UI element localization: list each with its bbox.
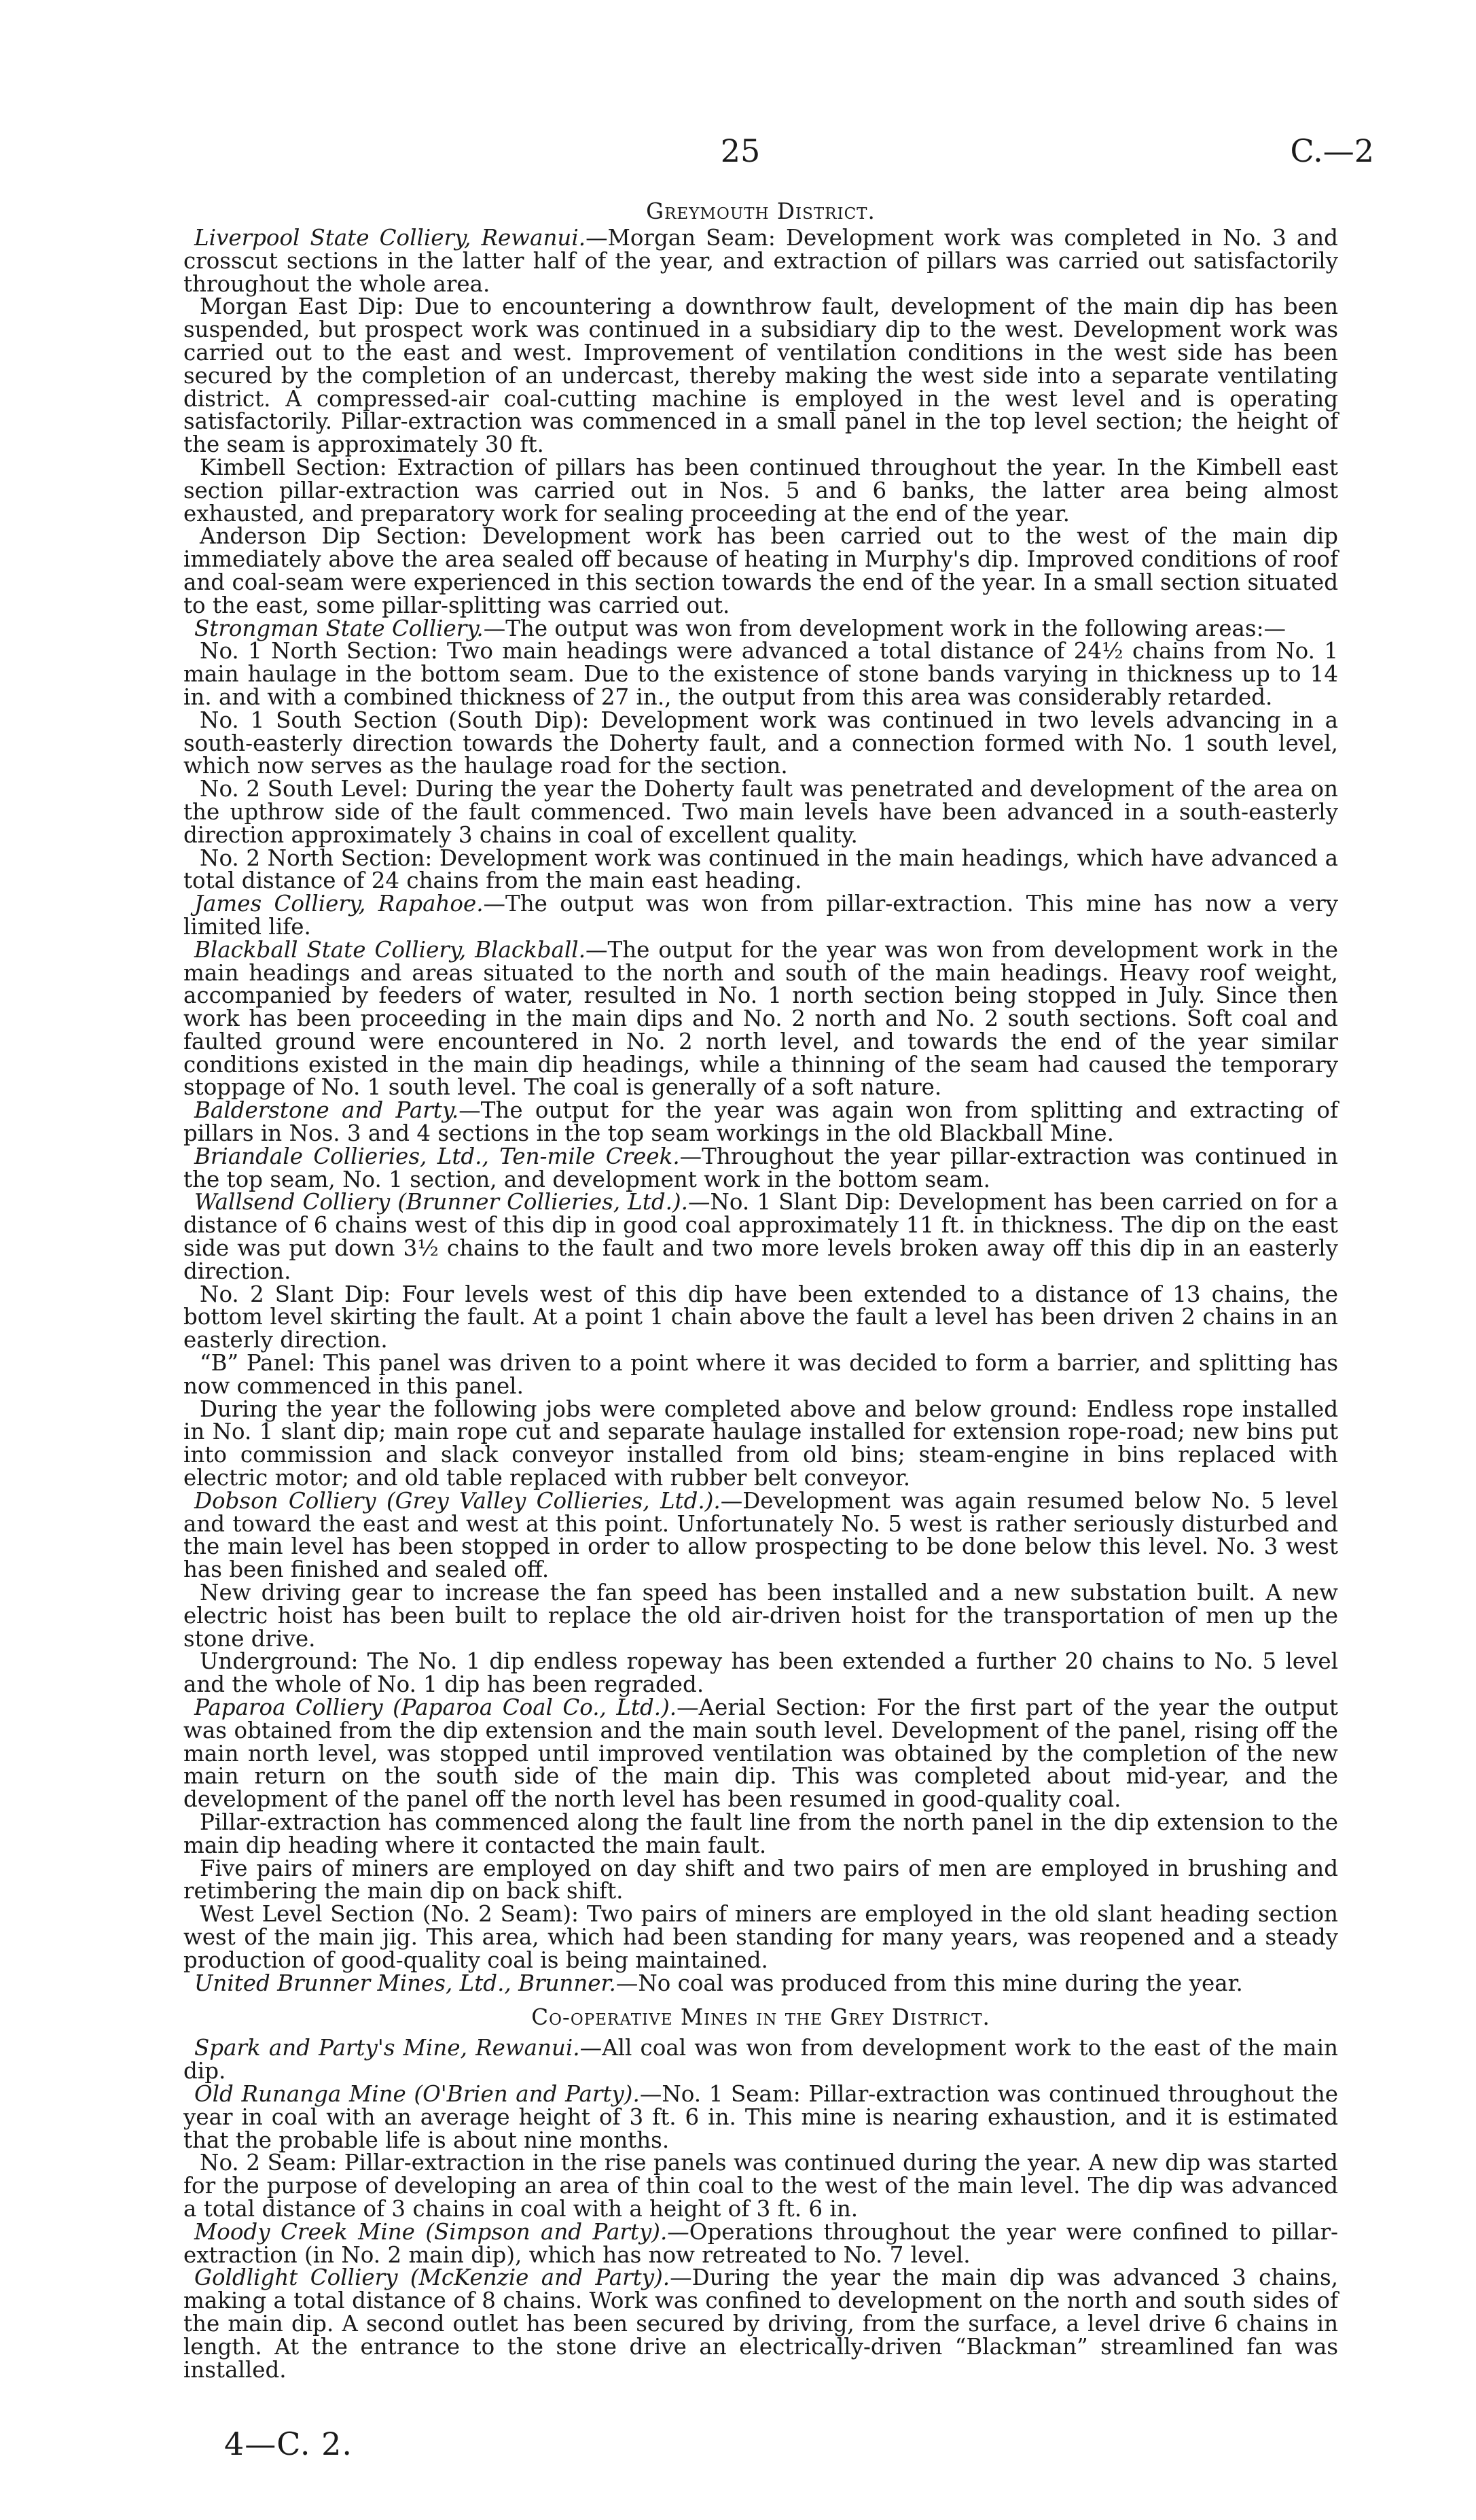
paragraph-lead: United Brunner Mines, Ltd., Brunner. — [194, 1970, 616, 1996]
paragraph-text: —No. 1 Seam: Pillar-extraction was continued throughout the year in coal with an average height of 3 ft. 6 in. This mine is nearing exhaustion, and it is estimated that the probable life is about nine months. — [183, 2080, 1338, 2153]
paragraph — [183, 454, 1338, 527]
paragraph — [183, 778, 1338, 847]
paragraph-lead: Moody Creek Mine (Simpson and Party). — [194, 2218, 668, 2245]
paragraph-text: —All coal was won from development work to the east of the main dip. — [183, 2035, 1338, 2084]
paragraph-text: —During the year the main dip was advanced 3 chains, making a total distance of 8 chains. Work was confined to development on the north and south sides of the main dip. A second outlet has been secured by driving, from the surface, a level drive 6 chains in length. At the entrance to the stone drive an electrically-driven “Blackman” streamlined fan was installed. — [183, 2265, 1338, 2383]
paragraph-lead: Spark and Party's Mine, Rewanui. — [194, 2035, 580, 2061]
paragraph — [183, 1694, 1338, 1813]
paragraph — [183, 1972, 1338, 1995]
paragraph-lead: Dobson Colliery (Grey Valley Collieries, Ltd.). — [194, 1487, 721, 1514]
paragraph — [183, 847, 1338, 893]
paragraph-text: Pillar-extraction has commenced along the fault line from the north panel in the dip extension to the main dip heading where it contacted the main fault. — [183, 1809, 1338, 1858]
paragraph-lead: Goldlight Colliery (McKenzie and Party). — [194, 2265, 670, 2291]
section-heading-greymouth: Greymouth District. — [646, 198, 876, 224]
paragraph-text: New driving gear to increase the fan speed has been installed and a new substation built. A new electric hoist has been built to replace the old air-driven hoist for the transportation of men up the stone drive. — [183, 1580, 1338, 1652]
cooperative-paragraphs — [183, 2037, 1338, 2381]
paragraph-text: No. 2 South Level: During the year the Doherty fault was penetrated and development of the area on the upthrow side of the fault commenced. Two main levels have been advanced in a south-easterly direction approximately 3 chains in coal of excellent quality. — [183, 776, 1338, 848]
paragraph-text: —The output was won from development work in the following areas:— — [483, 615, 1286, 641]
paragraph-lead: Balderstone and Party. — [194, 1097, 459, 1124]
paragraph — [183, 709, 1338, 778]
paragraph-text: No. 1 North Section: Two main headings were advanced a total distance of 24½ chains from No. 1 main haulage in the bottom seam. Due to the existence of stone bands varying in thickness up to 14 in. and with a combined thickness of 27 in., the output from this area was considerably retarded. — [183, 638, 1338, 710]
paragraph-text: No. 1 South Section (South Dip): Development work was continued in two levels advancing in a south-easterly direction towards the Doherty fault, and a connection formed with No. 1 south level, which now serves as the haulage road for the section. — [183, 707, 1338, 779]
paragraph — [183, 1811, 1338, 1858]
paragraph — [183, 1398, 1338, 1490]
paragraph-text: No. 2 Slant Dip: Four levels west of this dip have been extended to a distance of 13 chains, the bottom level skirting the fault. At a point 1 chain above the fault a level has been driven 2 chains in an easterly direction. — [183, 1281, 1338, 1353]
paragraph — [183, 893, 1338, 939]
paragraph-lead: Strongman State Colliery. — [194, 615, 484, 641]
page-number: 25 — [720, 132, 761, 169]
greymouth-paragraphs — [183, 227, 1338, 1995]
paragraph-text: Anderson Dip Section: Development work has been carried out to the west of the main dip immediately above the area sealed off because of heating in Murphy's dip. Improved conditions of roof and coal-seam were experienced in this section towards the end of the year. In a small section situated to the east, some pillar-splitting was carried out. — [183, 523, 1338, 618]
paragraph — [183, 227, 1338, 296]
paragraph — [183, 1099, 1338, 1146]
paragraph-text: —Operations throughout the year were confined to pillar-extraction (in No. 2 main dip), which has now retreated to No. 7 level. — [183, 2218, 1338, 2268]
paragraph-text: —Morgan Seam: Development work was completed in No. 3 and crosscut sections in the latter half of the year, and extraction of pillars was carried out satisfactorily throughout the whole area. — [183, 225, 1338, 297]
paragraph — [183, 2218, 1338, 2268]
paragraph — [183, 2267, 1338, 2381]
paragraph — [183, 1650, 1338, 1697]
page-code: C.—2 — [1290, 132, 1374, 169]
paragraph — [183, 2080, 1338, 2153]
paragraph — [183, 525, 1338, 617]
page-footer: 4—C. 2. — [224, 2426, 353, 2462]
paragraph — [183, 2037, 1338, 2083]
paragraph-text: West Level Section (No. 2 Seam): Two pairs of miners are employed in the old slant heading section west of the main jig. This area, which had been standing for many years, was reopened and a steady production of good-quality coal is being maintained. — [183, 1901, 1338, 1973]
paragraph-lead: James Colliery, Rapahoe. — [194, 891, 484, 917]
paragraph — [183, 1283, 1338, 1352]
paragraph — [183, 296, 1338, 457]
paragraph-text: Underground: The No. 1 dip endless ropeway has been extended a further 20 chains to No. 5 level and the whole of No. 1 dip has been regraded. — [183, 1648, 1338, 1698]
paragraph-text: —Development was again resumed below No. 5 level and toward the east and west at this point. Unfortunately No. 5 west is rather seriously disturbed and the main level has been stopped in order to allow prospecting to be done below this level. No. 3 west has been finished and sealed off. — [183, 1487, 1338, 1583]
paragraph-text: During the year the following jobs were completed above and below ground: Endless rope installed in No. 1 slant dip; main rope cut and separate haulage installed for extension rope-road; new bins put into commission and slack conveyor installed from old bins; steam-engine in bins replaced with electric motor; and old table replaced with rubber belt conveyor. — [183, 1396, 1338, 1491]
paragraph-text: Five pairs of miners are employed on day shift and two pairs of men are employed in brushing and retimbering the main dip on back shift. — [183, 1855, 1338, 1904]
paragraph — [183, 1903, 1338, 1972]
paragraph — [183, 640, 1338, 709]
paragraph-text: —No coal was produced from this mine during the year. — [615, 1970, 1243, 1996]
paragraph-lead: Paparoa Colliery (Paparoa Coal Co., Ltd.). — [194, 1694, 677, 1720]
paragraph-lead: Liverpool State Colliery, Rewanui. — [194, 225, 586, 251]
paragraph — [183, 1143, 1338, 1192]
paragraph-text: —No. 1 Slant Dip: Development has been carried on for a distance of 6 chains west of this dip in good coal approximately 11 ft. in thickness. The dip on the east side was put down 3½ chains to the fault and two more levels broken away off this dip in an easterly direction. — [183, 1189, 1338, 1284]
paragraph — [183, 2152, 1338, 2220]
paragraph-text: —The output was won from pillar-extraction. This mine has now a very limited life. — [183, 891, 1338, 940]
paragraph-text: No. 2 North Section: Development work was continued in the main headings, which have advanced a total distance of 24 chains from the main east heading. — [183, 845, 1338, 894]
paragraph — [183, 1582, 1338, 1650]
paragraph-text: Kimbell Section: Extraction of pillars has been continued throughout the year. In the Kimbell east section pillar-extraction was carried out in Nos. 5 and 6 banks, the latter area being almost exhausted, and preparatory work for sealing proceeding at the end of the year. — [183, 454, 1338, 527]
section-heading-cooperative: Co-operative Mines in the Grey District. — [531, 2004, 990, 2031]
paragraph-lead: Blackball State Colliery, Blackball. — [194, 936, 586, 963]
paragraph-text: —Throughout the year pillar-extraction was continued in the top seam, No. 1 section, and development work in the bottom seam. — [183, 1143, 1338, 1192]
paragraph-lead: Old Runanga Mine (O'Brien and Party). — [194, 2080, 640, 2107]
paragraph — [183, 1352, 1338, 1398]
paragraph — [183, 1487, 1338, 1583]
paragraph-lead: Wallsend Colliery (Brunner Collieries, Ltd.). — [194, 1189, 688, 1215]
paragraph-text: —Aerial Section: For the first part of the year the output was obtained from the dip extension and the main south level. Development of the panel, rising off the main north level, was stopped until improved ventilation was obtained by the completion of the new main return on the south side of the main dip. This was completed about mid-year, and the development of the panel off the north level has been resumed in good-quality coal. — [183, 1694, 1338, 1813]
paragraph-lead: Briandale Collieries, Ltd., Ten-mile Creek. — [194, 1143, 680, 1169]
paragraph-text: —The output for the year was again won from splitting and extracting of pillars in Nos. 3 and 4 sections in the top seam workings in the old Blackball Mine. — [183, 1097, 1338, 1147]
document-body — [183, 198, 1338, 2381]
paragraph-text: —The output for the year was won from development work in the main headings and areas situated to the north and south of the main headings. Heavy roof weight, accompanied by feeders of water, resulted in No. 1 north section being stopped in July. Since then work has been proceeding in the main dips and No. 2 north and No. 2 south sections. Soft coal and faulted ground were encountered in No. 2 north level, and towards the end of the year similar conditions existed in the main dip headings, while a thinning of the seam had caused the temporary stoppage of No. 1 south level. The coal is generally of a soft nature. — [183, 936, 1338, 1101]
paragraph-text: Morgan East Dip: Due to encountering a downthrow fault, development of the main dip has been suspended, but prospect work was continued in a subsidiary dip to the west. Development work was carried out to the east and west. Improvement of ventilation conditions in the west side has been secured by the completion of an undercast, thereby making the west side into a separate ventilating district. A compressed-air coal-cutting machine is employed in the west level and is operating satisfactorily. Pillar-extraction was commenced in a small panel in the top level section; the height of the seam is approximately 30 ft. — [183, 294, 1338, 458]
paragraph-text: “B” Panel: This panel was driven to a point where it was decided to form a barrier, and splitting has now commenced in this panel. — [183, 1350, 1338, 1399]
paragraph — [183, 1855, 1338, 1904]
paragraph — [183, 936, 1338, 1101]
paragraph-text: No. 2 Seam: Pillar-extraction in the rise panels was continued during the year. A new dip was started for the purpose of developing an area of thin coal to the west of the main level. The dip was advanced a total distance of 3 chains in coal with a height of 3 ft. 6 in. — [183, 2150, 1338, 2222]
paragraph — [183, 1191, 1338, 1283]
paragraph — [183, 615, 1338, 641]
